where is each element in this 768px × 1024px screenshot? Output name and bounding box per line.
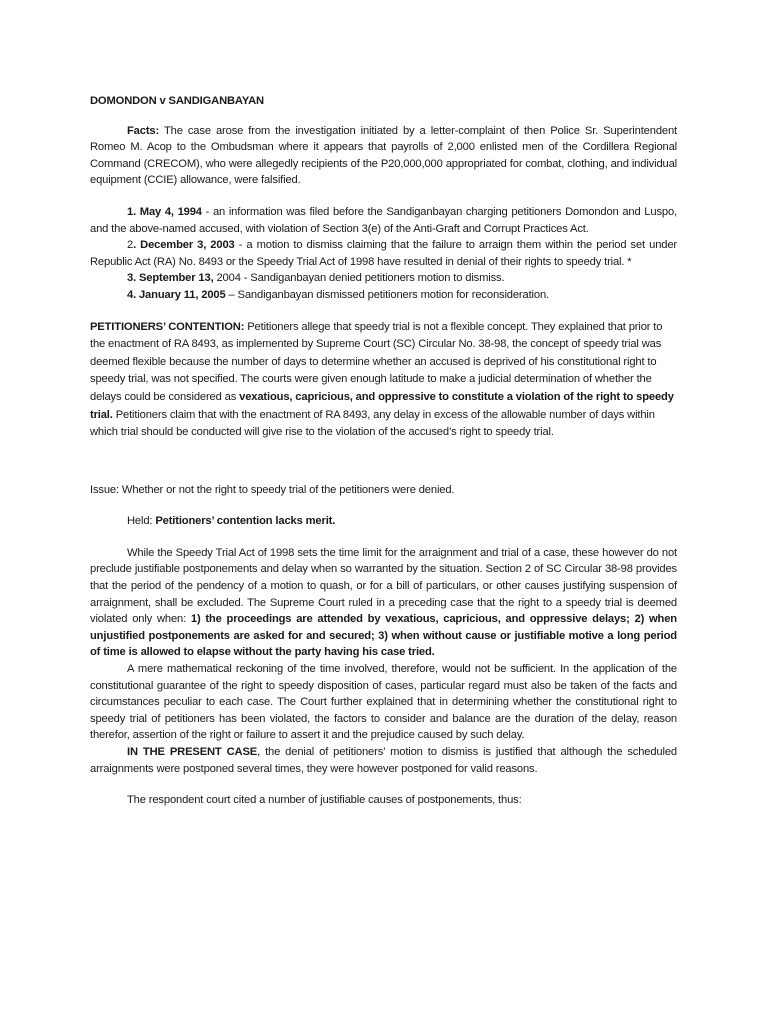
case-title: DOMONDON v SANDIGANBAYAN bbox=[90, 95, 264, 107]
present-case-label: IN THE PRESENT CASE bbox=[127, 746, 258, 758]
timeline-date: May 4, 1994 bbox=[136, 205, 202, 218]
ruling-paragraph-1 bbox=[90, 545, 677, 661]
timeline-item bbox=[90, 237, 677, 270]
timeline-number: 2 bbox=[127, 239, 134, 252]
timeline-number: 3. bbox=[127, 272, 137, 285]
timeline-text: 2004 - Sandiganbayan denied petitioners motion to dismiss. bbox=[213, 272, 505, 285]
case-digest bbox=[90, 93, 677, 809]
timeline-text: - an information was filed before the Sandiganbayan charging petitioners Domondon and Luspo, and the above-named accused, with violation of Section 3(e) of the Anti-Graft and Corrupt Practices Act. bbox=[90, 205, 677, 235]
present-case-text: , the denial of petitioners’ motion to dismiss is justified that although the scheduled arraignments were postponed several times, they were however postponed for valid reasons. bbox=[90, 746, 677, 775]
held-label: Held: bbox=[127, 515, 153, 528]
timeline-item bbox=[90, 270, 677, 287]
ruling-paragraph-2: A mere mathematical reckoning of the time involved, therefore, would not be sufficient. In the application of the constitutional guarantee of the right to speedy disposition of cases, particular regard must also be taken of the facts and circumstances peculiar to each case. The Court further explained that in determining whether the constitutional right to speedy trial of petitioners has been violated, the factors to consider and balance are the duration of the delay, reason therefor, assertion of the right or failure to assert it and the prejudice caused by such delay. bbox=[90, 663, 677, 742]
issue-paragraph: Issue: Whether or not the right to speedy trial of the petitioners were denied. bbox=[90, 483, 455, 496]
contention-text: Petitioners allege that speedy trial is not a flexible concept. They explained that prior to the enactment of RA 8493, as implemented by Supreme Court (SC) Circular No. 38-98, the concept of speedy trial was deemed flexible because the number of days to determine whether an accused is deprived of his constitutional right to speedy trial, was not specified. The courts were given enough latitude to make a judicial determination of whether the delays could be considered as bbox=[90, 320, 663, 403]
contention-emphasis: vexatious, capricious, and oppressive to constitute a violation of the right to speedy trial. bbox=[90, 390, 674, 421]
contention-paragraph bbox=[90, 319, 677, 442]
ruling-conditions: 1) the proceedings are attended by vexatious, capricious, and oppressive delays; 2) when unjustified postponements are asked for and secured; 3) when without cause or justifiable motive a long period of time is allowed to elapse without the party having his case tried. bbox=[90, 613, 677, 659]
closing-paragraph: The respondent court cited a number of justifiable causes of postponements, thus: bbox=[127, 794, 522, 807]
contention-label: PETITIONERS’ CONTENTION: bbox=[90, 320, 245, 333]
timeline-number: 1. bbox=[127, 205, 137, 218]
held-paragraph bbox=[90, 513, 677, 530]
facts-text: The case arose from the investigation initiated by a letter-complaint of then Police Sr. Superintendent Romeo M. Acop to the Ombudsman where it appears that payrolls of 2,000 enlisted men of the Cordillera Regional Command (CRECOM), who were allegedly recipients of the P20,000,000 appropriated for combat, clothing, and individual equipment (CCIE) allowance, were falsified. bbox=[90, 124, 677, 187]
timeline-item bbox=[90, 287, 677, 304]
timeline-date: January 11, 2005 bbox=[136, 288, 226, 301]
timeline-list bbox=[90, 204, 677, 304]
timeline-number: 4. bbox=[127, 288, 137, 301]
facts-label: Facts: bbox=[127, 124, 160, 137]
facts-paragraph bbox=[90, 123, 677, 189]
timeline-text: – Sandiganbayan dismissed petitioners motion for reconsideration. bbox=[225, 288, 549, 301]
timeline-text: - a motion to dismiss claiming that the failure to arraign them within the period set under Republic Act (RA) No. 8493 or the Speedy Trial Act of 1998 have resulted in denial of their rights to speedy trial. * bbox=[90, 239, 677, 268]
timeline-date: September 13, bbox=[136, 272, 214, 285]
timeline-date: . December 3, 2003 bbox=[133, 239, 235, 252]
present-case-paragraph bbox=[90, 744, 677, 777]
ruling-text: While the Speedy Trial Act of 1998 sets the time limit for the arraignment and trial of a case, these however do not preclude justifiable postponements and delay when so warranted by the situation. Section 2 of SC Circular 38-98 provides that the period of the pendency of a motion to quash, or for a bill of particulars, or other causes justifying suspension of arraignment, shall be excluded. The Supreme Court ruled in a preceding case that the right to a speedy trial is deemed violated only when: bbox=[90, 546, 677, 626]
contention-text-end: Petitioners claim that with the enactment of RA 8493, any delay in excess of the allowable number of days within which trial should be conducted will give rise to the violation of the accused’s right to speedy trial. bbox=[90, 408, 655, 439]
timeline-item bbox=[90, 204, 677, 237]
held-ruling: Petitioners’ contention lacks merit. bbox=[152, 515, 336, 528]
